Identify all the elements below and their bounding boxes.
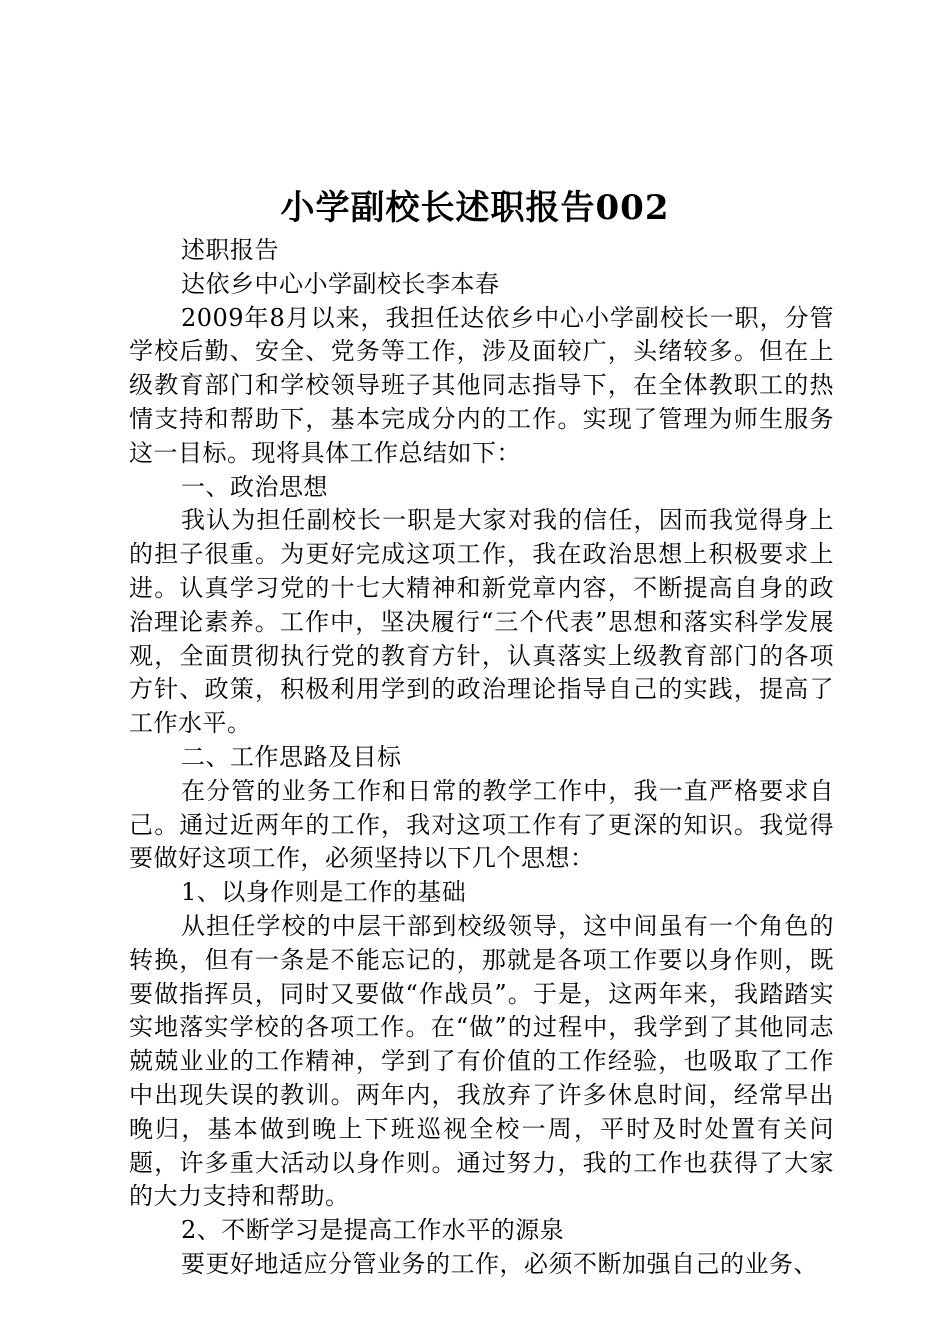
work-goals-paragraph: 在分管的业务工作和日常的教学工作中，我一直严格要求自己。通过近两年的工作，我对这项工作有了更深的知识。我觉得要做好这项工作，必须坚持以下几个思想： [129, 776, 834, 873]
lead-by-example-paragraph: 从担任学校的中层干部到校级领导，这中间虽有一个角色的转换，但有一条是不能忘记的，那就是各项工作要以身作则，既要做指挥员，同时又要做“作战员”。于是，这两年来，我踏踏实实地落实学校的各项工作。在“做”的过程中，我学到了其他同志兢兢业业的工作精神，学到了有价值的工作经验，也吸取了工作中出现失误的教训。两年内，我放弃了许多休息时间，经常早出晚归，基本做到晚上下班巡视全校一周，平时及时处置有关问题，许多重大活动以身作则。通过努力，我的工作也获得了大家的大力支持和帮助。 [129, 911, 834, 1211]
subheading-continuous-learning: 2、不断学习是提高工作水平的源泉 [181, 1216, 565, 1245]
intro-paragraph: 2009年8月以来，我担任达依乡中心小学副校长一职，分管学校后勤、安全、党务等工作，涉及面较广，头绪较多。但在上级教育部门和学校领导班子其他同志指导下，在全体教职工的热情支持和帮助下，基本完成分内的工作。实现了管理为师生服务这一目标。现将具体工作总结如下： [129, 303, 834, 467]
subheading-lead-by-example: 1、以身作则是工作的基础 [181, 878, 467, 907]
author-line: 达依乡中心小学副校长李本春 [181, 269, 500, 298]
continuous-learning-paragraph: 要更好地适应分管业务的工作，必须不断加强自己的业务、 [181, 1249, 818, 1278]
section-heading-work-goals: 二、工作思路及目标 [181, 742, 402, 771]
heading-report-label: 述职报告 [181, 236, 279, 264]
section-heading-politics: 一、政治思想 [181, 472, 328, 501]
document-body [129, 234, 834, 1282]
politics-paragraph: 我认为担任副校长一职是大家对我的信任，因而我觉得身上的担子很重。为更好完成这项工作，我在政治思想上积极要求上进。认真学习党的十七大精神和新党章内容，不断提高自身的政治理论素养。工作中，坚决履行“三个代表”思想和落实科学发展观，全面贯彻执行党的教育方针，认真落实上级教育部门的各项方针、政策，积极利用学到的政治理论指导自己的实践，提高了工作水平。 [129, 506, 834, 738]
document-title: 小学副校长述职报告002 [280, 188, 670, 228]
